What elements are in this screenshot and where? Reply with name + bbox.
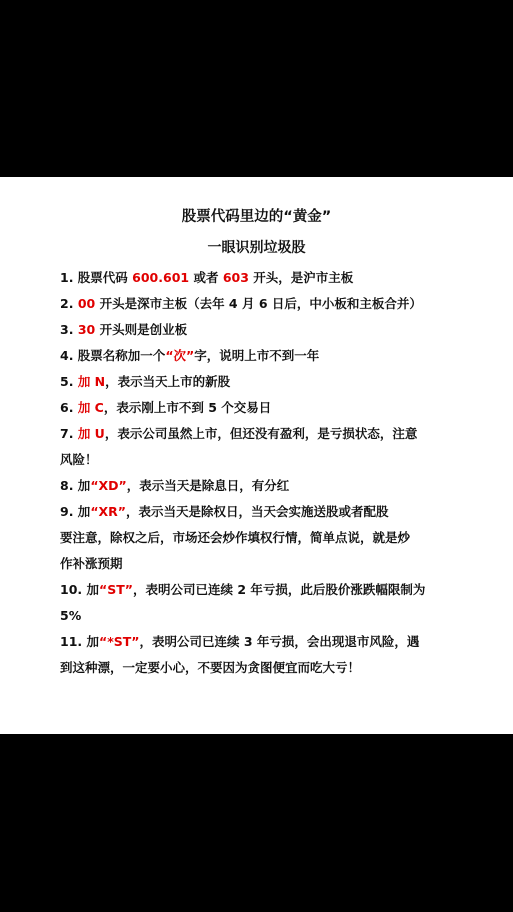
rule-text: 2. <box>60 296 78 311</box>
highlight-text: 加 C <box>77 400 104 415</box>
highlight-text: 603 <box>222 270 249 285</box>
rule-text: 或者 <box>189 270 223 285</box>
rule-item-10 <box>60 577 493 603</box>
rule-item-10-cont <box>60 603 493 629</box>
rule-text: ，表示公司虽然上市，但还没有盈利，是亏损状态，注意 <box>104 426 418 441</box>
rule-text: 9. 加 <box>60 504 91 519</box>
doc-subtitle: 一眼识别垃圾股 <box>207 240 306 256</box>
rule-item-9 <box>60 499 493 525</box>
rule-text: 10. 加 <box>60 582 99 597</box>
rule-text: 8. 加 <box>60 478 91 493</box>
rule-text: 6. <box>60 400 78 415</box>
rule-text: 5. <box>60 374 78 389</box>
highlight-text: 加 U <box>77 426 105 441</box>
highlight-text: 加 N <box>77 374 106 389</box>
rule-text: 11. 加 <box>60 634 99 649</box>
rule-text: 7. <box>60 426 78 441</box>
highlight-text: “ST” <box>99 582 133 597</box>
highlight-text: 00 <box>77 296 96 311</box>
rule-text: ，表示当天是除权日，当天会实施送股或者配股 <box>126 504 389 519</box>
rule-text: 1. 股票代码 <box>60 270 133 285</box>
rule-text: 作补涨预期 <box>60 556 123 571</box>
rule-text: ，表示当天上市的新股 <box>105 374 231 389</box>
highlight-text: “XR” <box>90 504 127 519</box>
rule-list <box>60 265 493 681</box>
rule-item-8 <box>60 473 493 499</box>
rule-item-9-cont <box>60 525 493 551</box>
rule-item-7-cont <box>60 447 493 473</box>
rule-text: ，表明公司已连续 3 年亏损，会出现退市风险，遇 <box>139 634 420 649</box>
rule-text: 到这种漂，一定要小心，不要因为贪图便宜而吃大亏！ <box>60 660 361 675</box>
highlight-text: 30 <box>77 322 96 337</box>
rule-item-7 <box>60 421 493 447</box>
document-page <box>0 177 513 734</box>
rule-text: 字，说明上市不到一年 <box>194 348 320 363</box>
rule-text: ，表示刚上市不到 5 个交易日 <box>103 400 272 415</box>
rule-item-3 <box>60 317 493 343</box>
rule-item-4 <box>60 343 493 369</box>
rule-item-5 <box>60 369 493 395</box>
rule-text: 开头是深市主板（去年 4 月 6 日后，中小板和主板合并） <box>95 296 422 311</box>
rule-item-11 <box>60 629 493 655</box>
rule-text: ，表明公司已连续 2 年亏损，此后股价涨跌幅限制为 <box>132 582 426 597</box>
rule-item-2 <box>60 291 493 317</box>
rule-text: 开头，是沪市主板 <box>248 270 354 285</box>
doc-title: 股票代码里边的“黄金” <box>181 209 332 225</box>
rule-text: 4. 股票名称加一个 <box>60 348 166 363</box>
highlight-text: “次” <box>165 348 195 363</box>
rule-item-9-cont <box>60 551 493 577</box>
rule-text: 要注意，除权之后，市场还会炒作填权行情，简单点说，就是炒 <box>60 530 411 545</box>
rule-text: 风险！ <box>60 452 98 467</box>
highlight-text: “*ST” <box>99 634 140 649</box>
rule-text: 5% <box>60 608 82 623</box>
highlight-text: “XD” <box>90 478 127 493</box>
rule-text: 3. <box>60 322 78 337</box>
rule-text: 开头则是创业板 <box>95 322 188 337</box>
rule-text: ，表示当天是除息日，有分红 <box>126 478 290 493</box>
rule-item-1 <box>60 265 493 291</box>
highlight-text: 600.601 <box>132 270 190 285</box>
rule-item-6 <box>60 395 493 421</box>
rule-item-11-cont <box>60 655 493 681</box>
